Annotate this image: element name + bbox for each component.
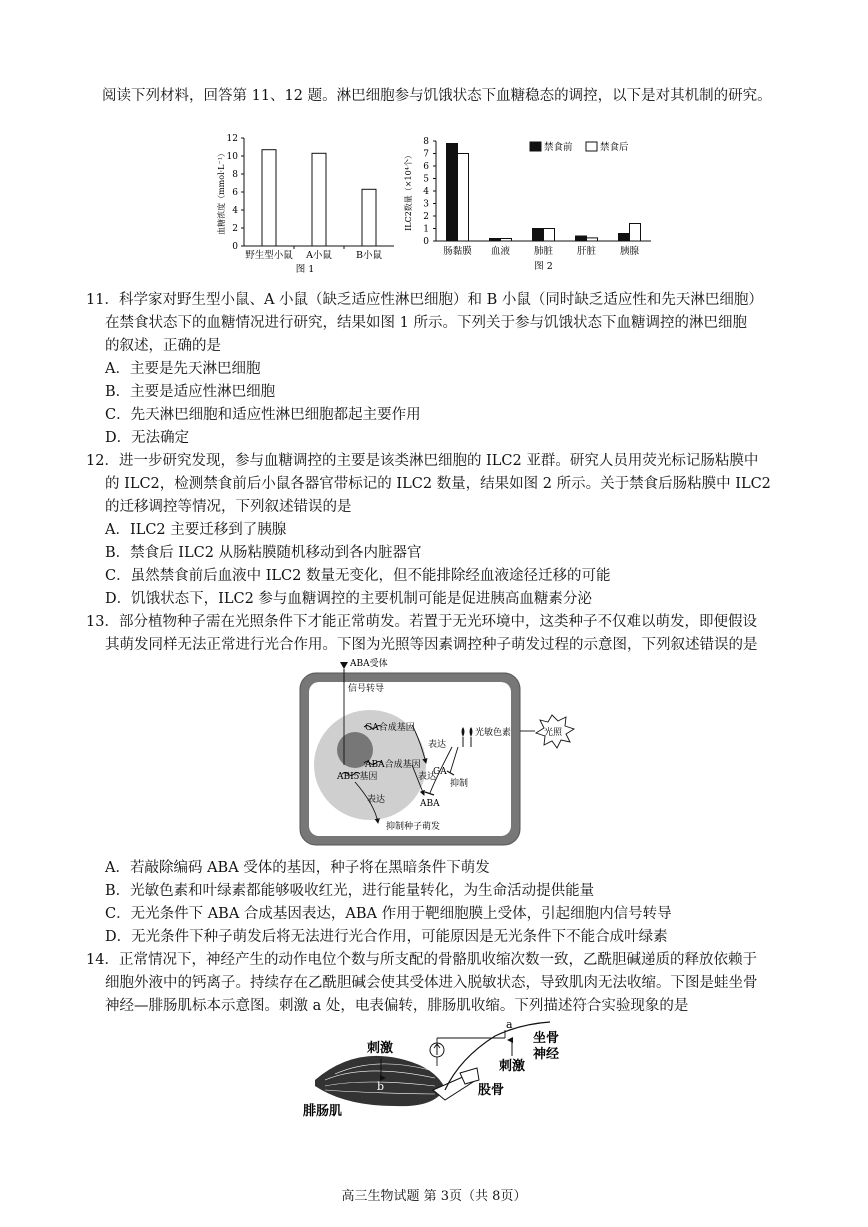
q14-line-1: 14．正常情况下，神经产生的动作电位个数与所支配的骨骼肌收缩次数一致，乙酰胆碱递质的释放依赖于: [86, 952, 757, 968]
express-label-3: 表达: [367, 795, 386, 805]
q12-option-c: C．虽然禁食前后血液中 ILC2 数量无变化，但不能排除经血液途径迁移的可能: [105, 568, 611, 584]
fig2-ytick-label: 0: [423, 237, 429, 247]
fig2-category-label: 肝脏: [576, 246, 597, 257]
express-label-1: 表达: [428, 740, 447, 750]
q11-option-a: A．主要是先天淋巴细胞: [105, 361, 261, 377]
sciatic-label-2: 神经: [533, 1047, 560, 1062]
fig2-legend-label: 禁食后: [600, 142, 629, 153]
point-a-label: a: [506, 1018, 513, 1031]
light-label: 光照: [544, 728, 563, 738]
aba-label: ABA: [420, 799, 440, 809]
fig1-bar: [362, 189, 376, 246]
figure-2-chart: [398, 128, 688, 278]
fig2-title: 图 2: [534, 261, 553, 272]
ga-gene-label: GA合成基因: [365, 723, 415, 733]
q11-option-c: C．先天淋巴细胞和适应性淋巴细胞都起主要作用: [105, 407, 421, 423]
phytochrome-label: 光敏色素: [475, 728, 512, 738]
aba-gene-label: ABA合成基因: [365, 760, 421, 770]
femur-label: 股骨: [478, 1083, 505, 1098]
fig1-category-label: A小鼠: [306, 250, 332, 261]
muscle-label: 腓肠肌: [303, 1104, 343, 1118]
q13-line-1: 13．部分植物种子需在光照条件下才能正常萌发。若置于无光环境中，这类种子不仅难以萌发，即便假设: [86, 614, 757, 630]
fig2-ytick-label: 5: [423, 174, 429, 185]
fig2-y-axis-label: ILC2数量（×10⁴个）: [404, 151, 413, 231]
fig1-bar: [262, 150, 276, 246]
fig2-bar-after: [630, 224, 641, 242]
intro-text: 阅读下列材料，回答第 11、12 题。淋巴细胞参与饥饿状态下血糖稳态的调控，以下是对其机制的研究。: [102, 88, 772, 104]
inhibit-label: 抑制: [450, 779, 469, 789]
q12-line-3: 的迁移调控等情况，下列叙述错误的是: [105, 499, 352, 515]
fig2-category-label: 胰腺: [619, 246, 640, 257]
fig2-legend-swatch: [586, 142, 597, 151]
fig2-category-label: 肺脏: [533, 246, 554, 257]
fig1-ytick-label: 12: [226, 134, 238, 144]
fig1-bar: [312, 153, 326, 246]
q13-option-b: B．光敏色素和叶绿素都能够吸收红光，进行能量转化，为生命活动提供能量: [105, 883, 595, 899]
fig2-bar-before: [533, 229, 544, 242]
fig2-ytick-label: 8: [423, 137, 429, 147]
q12-line-1: 12．进一步研究发现，参与血糖调控的主要是该类淋巴细胞的 ILC2 亚群。研究人员用荧光标记肠粘膜中: [86, 453, 759, 469]
fig2-category-label: 血液: [490, 246, 511, 257]
page-footer: 高三生物试题 第 3页（共 8页）: [341, 1189, 527, 1204]
fig2-bar-after: [544, 229, 555, 242]
fig2-bar-after: [458, 154, 469, 242]
point-b-label: b: [377, 1080, 385, 1093]
fig2-bar-before: [490, 239, 501, 242]
fig2-bar-after: [501, 239, 512, 242]
fig2-legend-label: 禁食前: [544, 142, 573, 153]
fig2-bar-after: [587, 238, 598, 241]
q14-line-2: 细胞外液中的钙离子。持续存在乙酰胆碱会使其受体进入脱敏状态，导致肌肉无法收缩。下图是蛙坐骨: [105, 975, 758, 991]
q11-option-b: B．主要是适应性淋巴细胞: [105, 384, 276, 400]
fig2-bar-before: [576, 236, 587, 241]
fig1-category-label: B小鼠: [356, 250, 382, 261]
fig2-ytick-label: 3: [423, 199, 429, 210]
q11-line-1: 11．科学家对野生型小鼠、A 小鼠（缺乏适应性淋巴细胞）和 B 小鼠（同时缺乏适应性和先天淋巴细胞）: [86, 292, 763, 308]
nerve-muscle-diagram: [295, 1018, 595, 1118]
fig1-ytick-label: 6: [232, 188, 238, 198]
q12-option-d: D．饥饿状态下，ILC2 参与血糖调控的主要机制可能是促进胰高血糖素分泌: [105, 591, 592, 607]
fig2-ytick-label: 6: [423, 162, 429, 172]
figure-1-chart: [210, 128, 400, 278]
abi5-gene-label: ABI5基因: [337, 772, 378, 782]
q11-option-d: D．无法确定: [105, 430, 190, 446]
fig1-ytick-label: 4: [232, 206, 238, 216]
inhibit-germination-label: 抑制种子萌发: [386, 822, 441, 832]
fig1-category-label: 野生型小鼠: [245, 250, 293, 261]
fig2-bar-before: [619, 234, 630, 242]
signal-label: 信号转导: [348, 684, 385, 694]
q12-line-2: 的 ILC2，检测禁食前后小鼠各器官带标记的 ILC2 数量，结果如图 2 所示。关于禁食后肠粘膜中 ILC2: [105, 476, 771, 492]
stimulus-label-2: 刺激: [499, 1059, 526, 1074]
q12-option-b: B．禁食后 ILC2 从肠粘膜随机移动到各内脏器官: [105, 545, 422, 561]
fig1-ytick-label: 2: [232, 224, 238, 234]
q12-option-a: A．ILC2 主要迁移到了胰腺: [105, 522, 287, 538]
fig2-ytick-label: 4: [423, 187, 429, 197]
fig1-ytick-label: 0: [232, 242, 238, 252]
q13-option-c: C．无光条件下 ABA 合成基因表达，ABA 作用于靶细胞膜上受体，引起细胞内信号转导: [105, 906, 672, 922]
q13-option-a: A．若敲除编码 ABA 受体的基因，种子将在黑暗条件下萌发: [105, 860, 490, 876]
fig2-legend-swatch: [530, 142, 541, 151]
fig1-ytick-label: 10: [226, 152, 238, 162]
fig2-category-label: 肠黏膜: [443, 246, 472, 257]
fig1-ytick-label: 8: [232, 170, 238, 180]
q13-line-2: 其萌发同样无法正常进行光合作用。下图为光照等因素调控种子萌发过程的示意图，下列叙述错误的是: [105, 637, 758, 653]
q11-line-3: 的叙述，正确的是: [105, 338, 221, 354]
q14-line-3: 神经—腓肠肌标本示意图。刺激 a 处，电表偏转，腓肠肌收缩。下列描述符合实验现象的是: [105, 998, 689, 1014]
fig2-ytick-label: 1: [423, 224, 429, 235]
q11-line-2: 在禁食状态下的血糖情况进行研究，结果如图 1 所示。下列关于参与饥饿状态下血糖调控的淋巴细胞: [105, 315, 747, 331]
ga-label: GA: [433, 767, 447, 777]
seed-germination-diagram: [280, 655, 600, 850]
stimulus-label-1: 刺激: [367, 1041, 394, 1056]
sciatic-label-1: 坐骨: [533, 1031, 560, 1046]
fig2-ytick-label: 2: [423, 212, 429, 222]
express-label-2: 表达: [418, 772, 437, 782]
fig1-title: 图 1: [295, 264, 315, 275]
aba-receptor-icon: [340, 662, 348, 669]
fig1-y-axis-label: 血糖浓度（mmol·L⁻¹）: [217, 149, 226, 235]
fig2-bar-before: [447, 144, 458, 242]
fig2-ytick-label: 7: [423, 149, 429, 160]
q13-option-d: D．无光条件下种子萌发后将无法进行光合作用，可能原因是无光条件下不能合成叶绿素: [105, 929, 668, 945]
aba-receptor-label: ABA受体: [350, 659, 388, 669]
